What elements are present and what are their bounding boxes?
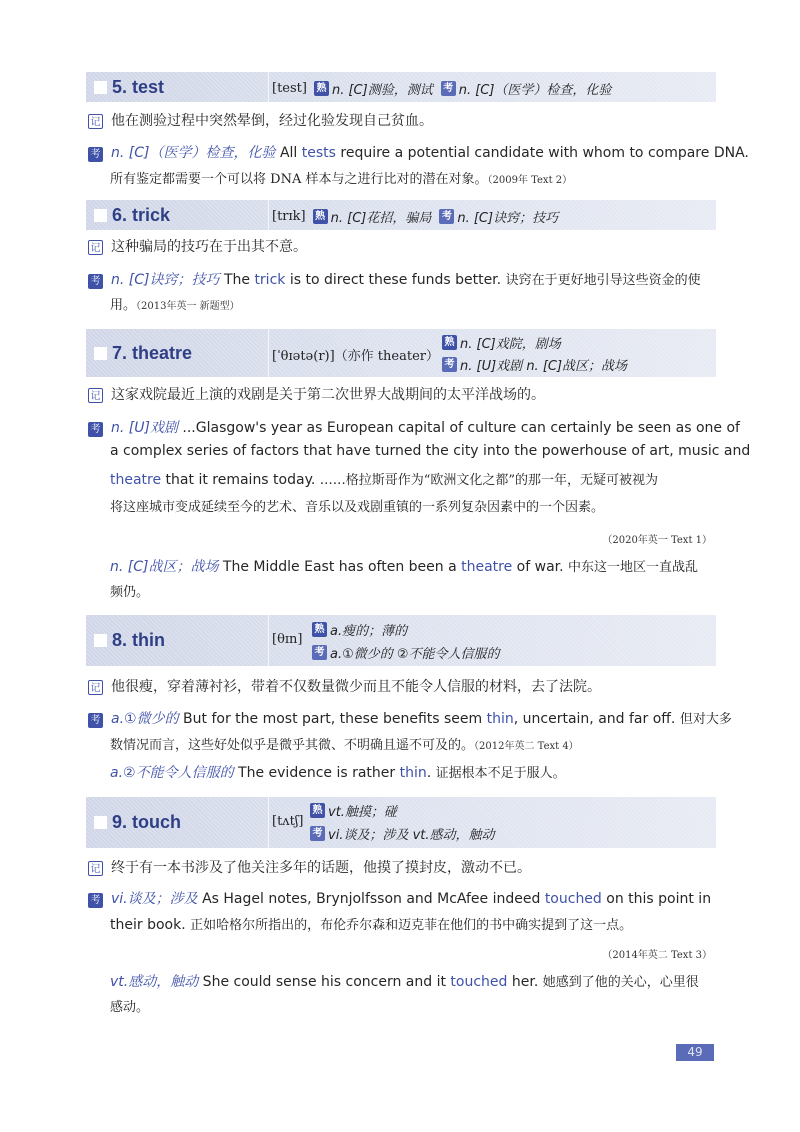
headword: 7. theatre [112,342,193,363]
example-line: a.②不能令人信服的 The evidence is rather thin. 证据根本不足于服人。 [110,765,566,781]
source-citation: （2014年英二 Text 3） [602,950,712,961]
example-line: 考 vi.谈及；涉及 As Hagel notes, Brynjolfsson and McAfee indeed touched on this point in [88,888,714,908]
memory-line: 记 这家戏院最近上演的戏剧是关于第二次世界大战期间的太平洋战场的。 [88,384,714,404]
checkbox-icon[interactable] [94,81,107,94]
example-line: 考 n. [C]诀窍；技巧 The trick is to direct these funds better. 诀窍在于更好地引导这些资金的使 [88,269,714,289]
headword: 8. thin [112,630,165,650]
exam-icon: 考 [88,147,103,162]
familiar-meaning: n. [C]花招，骗局 [330,211,432,226]
word-header-bar [86,797,716,848]
example-line: a complex series of factors that have turned the city into the powerhouse of art, music and [110,443,751,459]
example-line: theatre that it remains today. ……格拉斯哥作为“欧洲文化之都”的那一年，无疑可被视为 [110,472,659,488]
exam-icon: 考 [88,274,103,289]
source-citation: （2012年英二 Text 4） [474,741,579,752]
memory-line: 记 他很瘦，穿着薄衬衫，带着不仅数量微少而且不能令人信服的材料，去了法院。 [88,676,714,696]
source-citation: （2020年英一 Text 1） [602,535,712,546]
familiar-meaning: vt.触摸；碰 [328,805,397,820]
memory-line: 记 他在测验过程中突然晕倒，经过化验发现自己贫血。 [88,110,714,130]
example-translation: their book. 正如哈格尔所指出的，布伦乔尔森和迈克菲在他们的书中确实提到了这一点。 [110,917,633,933]
example-line: n. [C]战区；战场 The Middle East has often been a theatre of war. 中东这一地区一直战乱 [110,559,699,575]
headword: 5. test [112,76,165,97]
example-line: 考 n. [U]戏剧 ...Glasgow's year as European capital of culture can certainly be seen as one of [88,417,714,437]
exam-icon: 考 [88,893,103,908]
example-translation: 所有鉴定都需要一个可以将 DNA 样本与之进行比对的潜在对象。（2009年 Text 2） [110,172,573,187]
example-translation: 用。（2013年英一 新题型） [110,298,240,313]
phonetic: [tʌtʃ] [272,814,304,829]
memo-icon: 记 [88,861,103,876]
familiar-meaning-icon: 熟 [312,622,327,637]
exam-icon: 考 [88,422,103,437]
phonetic: [ˈθɪətə(r)]（亦作 theater） [272,349,439,364]
memory-line: 记 终于有一本书涉及了他关注多年的话题，他摸了摸封皮，激动不已。 [88,857,714,877]
exam-meaning: n. [C]诀窍；技巧 [457,211,559,226]
memo-icon: 记 [88,240,103,255]
source-citation: （2013年英一 新题型） [136,301,240,312]
exam-meaning-icon: 考 [441,81,456,96]
source-citation: （2009年 Text 2） [487,175,573,186]
example-line: 考 n. [C]（医学）检查，化验 All tests require a potential candidate with whom to compare DNA. [88,142,714,162]
headword: 6. trick [112,204,171,225]
word-header-bar [86,200,716,230]
exam-meaning-icon: 考 [312,645,327,660]
checkbox-icon[interactable] [94,816,107,829]
example-translation: 将这座城市变成延续至今的艺术、音乐以及戏剧重镇的一系列复杂因素中的一个因素。 [110,500,605,515]
example-translation: 数情况而言，这些好处似乎是微乎其微、不明确且遥不可及的。（2012年英二 Text 4） [110,738,579,753]
word-header-bar [86,615,716,666]
headword: 9. touch [112,812,182,832]
word-header-bar [86,329,716,377]
memory-line: 记 这种骗局的技巧在于出其不意。 [88,236,714,256]
checkbox-icon[interactable] [94,634,107,647]
exam-meaning: a.①微少的 ②不能令人信服的 [330,647,500,662]
familiar-meaning-icon: 熟 [313,209,328,224]
phonetic: [trɪk] [272,209,306,224]
example-line: vt.感动，触动 She could sense his concern and it touched her. 她感到了他的关心，心里很 [110,974,699,990]
example-line: 考 a.①微少的 But for the most part, these benefits seem thin, uncertain, and far off. 但对大多 [88,708,714,728]
phonetic: [θɪn] [272,632,303,647]
familiar-meaning: n. [C]戏院，剧场 [460,337,561,352]
phonetic: [test] [272,81,307,96]
exam-icon: 考 [88,713,103,728]
page-number: 49 [676,1044,714,1061]
memo-icon: 记 [88,388,103,403]
exam-meaning-icon: 考 [442,357,457,372]
example-translation: 频仍。 [110,585,150,600]
memo-icon: 记 [88,114,103,129]
memo-icon: 记 [88,680,103,695]
exam-meaning: n. [C]（医学）检查，化验 [458,83,612,98]
exam-meaning-icon: 考 [439,209,454,224]
familiar-meaning: a.瘦的；薄的 [330,624,408,639]
exam-meaning: vi.谈及；涉及 vt.感动，触动 [328,828,495,843]
exam-meaning-2: n. [C]战区；战场 [526,359,628,374]
exam-meaning-icon: 考 [310,826,325,841]
word-header-bar [86,72,716,102]
familiar-meaning: n. [C]测验，测试 [331,83,433,98]
checkbox-icon[interactable] [94,347,107,360]
familiar-meaning-icon: 熟 [442,335,457,350]
example-translation: 感动。 [110,1000,150,1015]
exam-meaning: n. [U]戏剧 [460,359,523,374]
familiar-meaning-icon: 熟 [310,803,325,818]
familiar-meaning-icon: 熟 [314,81,329,96]
checkbox-icon[interactable] [94,209,107,222]
